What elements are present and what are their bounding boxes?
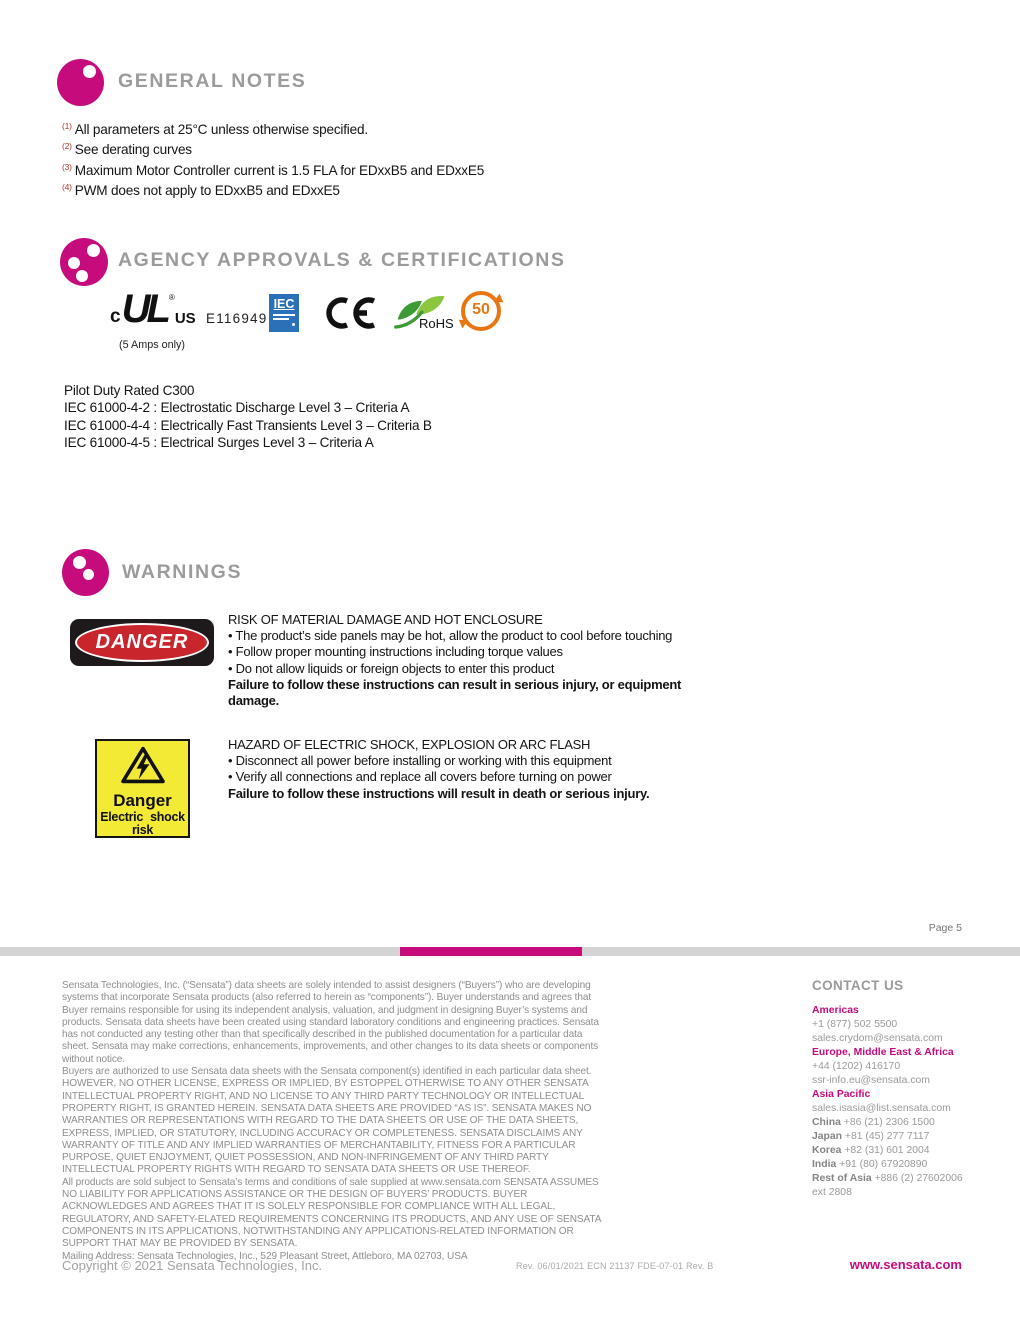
footer-accent-bar — [400, 947, 582, 956]
country-phone: +886 (2) 27602006 — [874, 1173, 963, 1184]
revision-text: Rev. 06/01/2021 ECN 21137 FDE-07-01 Rev. B — [516, 1261, 714, 1271]
ul-monogram: UL — [121, 287, 167, 331]
country-label: Japan — [812, 1131, 843, 1142]
contact-phone: +1 (877) 502 5500 — [812, 1019, 898, 1030]
region-name-asia-pacific: Asia Pacific — [812, 1089, 871, 1100]
country-phone: +91 (80) 67920890 — [839, 1159, 928, 1170]
agency-bullet-icon — [60, 238, 108, 286]
country-label: Rest of Asia — [812, 1173, 872, 1184]
bullet-dot — [87, 244, 100, 257]
country-label: India — [812, 1159, 837, 1170]
general-notes-list — [62, 118, 484, 199]
contact-country-line — [812, 1130, 977, 1144]
note-line — [62, 138, 484, 158]
bullet-dot — [76, 270, 88, 282]
warning-bullet: • Disconnect all power before installing or working with this equipment — [228, 753, 612, 769]
contact-phone: +44 (1202) 416170 — [812, 1061, 901, 1072]
warning-block-electric-shock — [228, 737, 728, 802]
standards-list — [64, 382, 432, 452]
page-number: Page 5 — [928, 922, 962, 934]
registered-mark: ® — [168, 293, 175, 302]
region-name-emea: Europe, Middle East & Africa — [812, 1047, 954, 1058]
efup-number: 50 — [472, 301, 490, 318]
contact-title: CONTACT US — [812, 978, 904, 993]
contact-country-line — [812, 1158, 977, 1172]
warning-bullet: • Follow proper mounting instructions including torque values — [228, 644, 563, 660]
note-marker: (3) — [62, 161, 72, 172]
contact-country-line — [812, 1172, 977, 1186]
warning-bullet: • Verify all connections and replace all covers before turning on power — [228, 769, 612, 785]
rohs-label: RoHS — [419, 316, 454, 331]
contact-email: sales.crydom@sensata.com — [812, 1033, 943, 1044]
shock-sign-label: Danger — [113, 791, 172, 810]
note-text: PWM does not apply to EDxxB5 and EDxxE5 — [74, 182, 340, 198]
note-text: All parameters at 25°C unless otherwise specified. — [74, 122, 368, 137]
contact-email: sales.isasia@list.sensata.com — [812, 1103, 951, 1114]
iec-dot — [292, 323, 295, 326]
legal-paragraph: Buyers are authorized to use Sensata data sheets with the Sensata component(s) identified in each particular data sheet. HOWEVER, NO OTHER LICENSE, EXPRESS OR IMPLIED, BY ESTOPPEL OTHERWISE TO ANY OTHER SENSATA INTELLECTUAL PROPERTY RIGHT, AND NO LICENSE TO ANY THIRD PARTY TECHNOLOGY OR INTELLECTUAL PROPERTY RIGHT, IS GRANTED HEREIN. SENSATA DATA SHEETS ARE PROVIDED “AS IS”. SENSATA MAKES NO WARRANTIES OR REPRESENTATIONS WITH REGARD TO THE DATA SHEETS OR USE OF THE DATA SHEETS, EXPRESS, IMPLIED, OR STATUTORY, INCLUDING ACCURACY OR COMPLETENESS. SENSATA DISCLAIMS ANY WARRANTY OF TITLE AND ANY IMPLIED WARRANTIES OF MERCHANTABILITY, FITNESS FOR A PARTICULAR PURPOSE, QUIET ENJOYMENT, QUIET POSSESSION, AND NON-INFRINGEMENT OF ANY THIRD PARTY INTELLECTUAL PROPERTY RIGHTS WITH REGARD TO SENSATA DATA SHEETS OR USE THEREOF. — [62, 1066, 592, 1176]
shock-sign-line2: Electric shock — [100, 810, 185, 824]
note-marker: (2) — [62, 141, 72, 152]
agency-title: AGENCY APPROVALS & CERTIFICATIONS — [118, 249, 566, 271]
warning-consequence: Failure to follow these instructions will result in death or serious injury. — [228, 785, 650, 801]
ul-amps-note: (5 Amps only) — [119, 339, 186, 351]
warning-consequence: Failure to follow these instructions can result in serious injury, or equipment damage. — [228, 676, 682, 709]
iec-certification-icon — [269, 294, 299, 332]
efup-50-recycle-icon — [461, 291, 501, 331]
warning-bullet: • The product’s side panels may be hot, allow the product to cool before touching — [228, 628, 673, 644]
contact-ext-line: ext 2808 — [812, 1187, 852, 1198]
iec-rule — [273, 318, 289, 320]
country-phone: +82 (31) 601 2004 — [844, 1145, 930, 1156]
warnings-bullet-icon — [62, 549, 109, 596]
bullet-dot — [68, 257, 80, 269]
warning-heading: HAZARD OF ELECTRIC SHOCK, EXPLOSION OR ARC FLASH — [228, 737, 591, 752]
danger-sign — [70, 619, 214, 666]
country-label: China — [812, 1117, 841, 1128]
general-notes-title: GENERAL NOTES — [118, 70, 307, 92]
country-phone: +81 (45) 277 7117 — [844, 1131, 930, 1142]
note-line — [62, 179, 484, 199]
electric-shock-sign — [95, 739, 190, 838]
standard-line: IEC 61000-4-4 : Electrically Fast Transients Level 3 – Criteria B — [64, 417, 432, 433]
shock-sign-line3: risk — [131, 823, 154, 837]
warning-heading: RISK OF MATERIAL DAMAGE AND HOT ENCLOSURE — [228, 612, 543, 627]
warning-block-hot-enclosure — [228, 612, 728, 709]
contact-email: ssr-info.eu@sensata.com — [812, 1075, 930, 1086]
danger-sign-label: DANGER — [95, 631, 189, 653]
warning-bullet: • Do not allow liquids or foreign objects to enter this product — [228, 660, 555, 676]
ul-prefix: c — [110, 306, 121, 327]
standard-line: IEC 61000-4-2 : Electrostatic Discharge Level 3 – Criteria A — [64, 400, 410, 416]
note-marker: (1) — [62, 121, 72, 131]
bullet-dot — [73, 556, 86, 569]
legal-text — [62, 980, 610, 1263]
legal-paragraph: Sensata Technologies, Inc. (“Sensata”) data sheets are solely intended to assist designers (“Buyers”) who are developing systems that incorporate Sensata products (also referred to herein as “components”). Buyer understands and agrees that Buyer remains responsible for using its independent analysis, valuation, and judgment in designing Buyer’s systems and products. Sensata data sheets have been created using standard laboratory conditions and engineering practices. Sensata has not conducted any testing other than that specifically described in the published documentation for a particular data sheet. Sensata may make corrections, enhancements, improvements, and other changes to its data sheets or components without notice. — [62, 980, 599, 1065]
note-line — [62, 118, 484, 138]
danger-oval-icon — [75, 623, 209, 662]
ul-certification-icon — [110, 287, 196, 331]
note-text: See derating curves — [74, 142, 192, 158]
bullet-dot — [83, 65, 96, 78]
legal-paragraph: All products are sold subject to Sensata’s terms and conditions of sale supplied at www.sensata.com SENSATA ASSUMES NO LIABILITY FOR APPLICATIONS ASSISTANCE OR THE DESIGN OF BUYERS’ PRODUCTS. BUYER ACKNOWLEDGES AND AGREES THAT IT IS SOLELY RESPONSIBLE FOR COMPLIANCE WITH ALL LEGAL, REGULATORY, AND SAFETY-ELATED REQUIREMENTS CONCERNING ITS PRODUCTS, AND ANY USE OF SENSATA COMPONENTS IN ITS APPLICATIONS, NOTWITHSTANDING ANY APPLICATIONS-RELATED INFORMATION OR SUPPORT THAT MAY BE PROVIDED BY SENSATA. — [62, 1176, 601, 1250]
note-text: Maximum Motor Controller current is 1.5 FLA for EDxxB5 and EDxxE5 — [74, 162, 485, 178]
legal-paragraph: Mailing Address: Sensata Technologies, Inc., 529 Pleasant Street, Attleboro, MA 02703, USA — [62, 1250, 468, 1262]
contact-country-line — [812, 1144, 977, 1158]
electric-shock-triangle-icon — [120, 745, 166, 785]
website-link[interactable]: www.sensata.com — [849, 1257, 962, 1272]
note-line — [62, 159, 484, 179]
iec-label: IEC — [273, 297, 295, 311]
note-marker: (4) — [62, 181, 72, 192]
region-name-americas: Americas — [812, 1005, 859, 1016]
ul-file-number: E116949 — [206, 311, 268, 326]
warnings-title: WARNINGS — [122, 561, 243, 583]
ce-mark-icon — [322, 296, 378, 330]
bullet-dot — [83, 569, 94, 580]
iec-rule — [273, 314, 295, 316]
standard-line: Pilot Duty Rated C300 — [64, 383, 195, 398]
contact-us-block — [812, 979, 977, 1200]
ul-suffix: US — [174, 310, 196, 327]
country-phone: +86 (21) 2306 1500 — [843, 1117, 935, 1128]
general-notes-bullet-icon — [57, 59, 104, 106]
contact-country-line — [812, 1116, 977, 1130]
copyright-text: Copyright © 2021 Sensata Technologies, Inc. — [62, 1258, 323, 1273]
standard-line: IEC 61000-4-5 : Electrical Surges Level 3 – Criteria A — [64, 435, 374, 451]
country-label: Korea — [812, 1145, 842, 1156]
